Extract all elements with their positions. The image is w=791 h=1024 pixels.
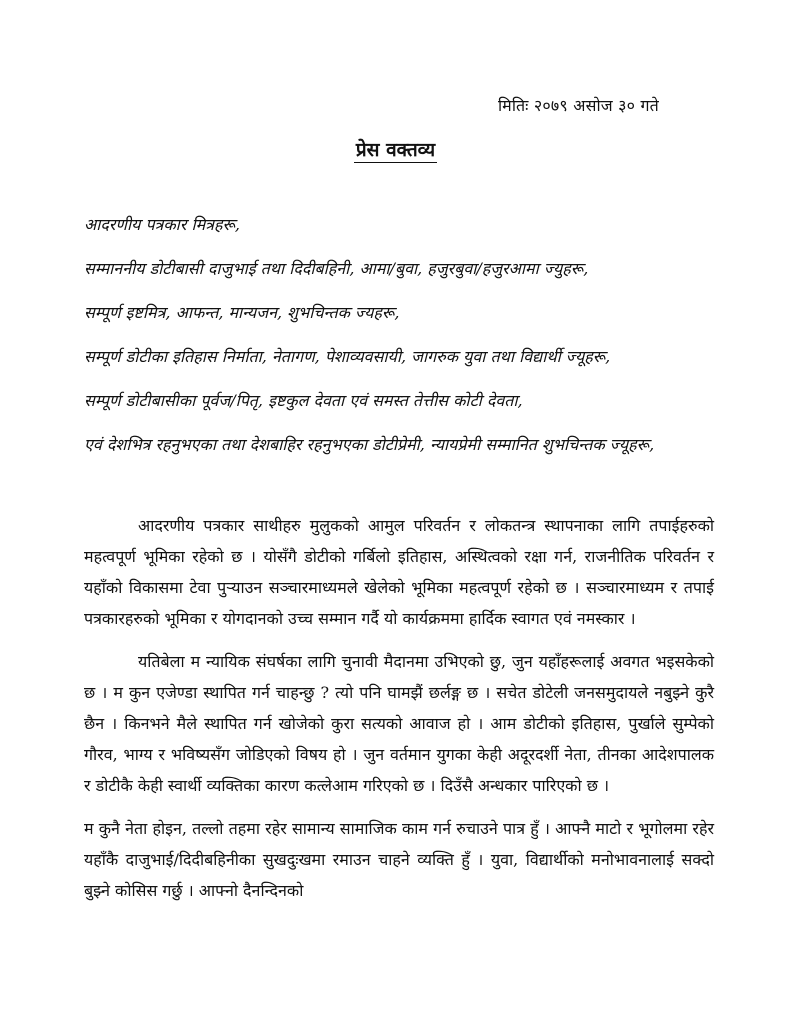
salutation-line: सम्माननीय डोटीबासी दाजुभाई तथा दिदीबहिनी, आमा/बुवा, हजुरबुवा/हजुरआमा ज्युहरू, (84, 259, 589, 278)
letter-date: मितिः २०७९ असोज ३० गते (497, 96, 659, 115)
salutation-line: सम्पूर्ण इष्टमित्र, आफन्त, मान्यजन, शुभचिन्तक ज्यहरू, (84, 303, 400, 322)
body-paragraph: आदरणीय पत्रकार साथीहरु मुलुकको आमुल परिवर्तन र लोकतन्त्र स्थापनाका लागि तपाईहरुको महत्वपूर्ण भूमिका रहेको छ । योसँगै डोटीको गर्बिलो इतिहास, अस्थित्वको रक्षा गर्न, राजनीतिक परिवर्तन र यहाँको विकासमा टेवा पुऱ्याउन सञ्चारमाध्यमले खेलेको भूमिका महत्वपूर्ण रहेको छ । सञ्चारमाध्यम र तपाई पत्रकारहरुको भूमिका र योगदानको उच्च सम्मान गर्दै यो कार्यक्रममा हार्दिक स्वागत एवं नमस्कार । (84, 516, 714, 628)
body-paragraph: म कुनै नेता होइन, तल्लो तहमा रहेर सामान्य सामाजिक काम गर्न रुचाउने पात्र हुँ । आफ्नै माटो र भूगोलमा रहेर यहाँकै दाजुभाई/दिदीबहिनीका सुखदुःखमा रमाउन चाहने व्यक्ति हुँ । युवा, विद्यार्थीको मनोभावनालाई सक्दो बुझ्ने कोसिस गर्छु । आफ्नो दैनन्दिनको (84, 819, 714, 900)
statement-body (84, 510, 714, 918)
document-title (0, 136, 791, 162)
body-paragraph: यतिबेला म न्यायिक संघर्षका लागि चुनावी मैदानमा उभिएको छु, जुन यहाँहरूलाई अवगत भइसकेको छ । म कुन एजेण्डा स्थापित गर्न चाहन्छु ? त्यो पनि घामझैं छर्लङ्ग छ । सचेत डोटेली जनसमुदायले नबुझ्ने कुरै छैन । किनभने मैले स्थापित गर्न खोजेको कुरा सत्यको आवाज हो । आम डोटीको इतिहास, पुर्खाले सुम्पेको गौरव, भाग्य र भविष्यसँग जोडिएको विषय हो । जुन वर्तमान युगका केही अदूरदर्शी नेता, तीनका आदेशपालक र डोटीकै केही स्वार्थी व्यक्तिका कारण कत्लेआम गरिएको छ । दिउँसै अन्धकार पारिएको छ । (84, 652, 714, 795)
document-title-text: प्रेस वक्तव्य (355, 139, 436, 161)
salutation-line: आदरणीय पत्रकार मित्रहरू, (84, 215, 241, 234)
salutation-block (84, 212, 714, 476)
salutation-line: सम्पूर्ण डोटीबासीका पूर्वज/पितृ, इष्टकुल देवता एवं समस्त तेत्तीस कोटी देवता, (84, 391, 523, 410)
salutation-line: सम्पूर्ण डोटीका इतिहास निर्माता, नेतागण, पेशाव्यवसायी, जागरुक युवा तथा विद्यार्थी ज्यूहरू, (84, 347, 611, 366)
salutation-line: एवं देशभित्र रहनुभएका तथा देशबाहिर रहनुभएका डोटीप्रेमी, न्यायप्रेमी सम्मानित शुभचिन्तक ज्यूहरू, (84, 435, 655, 454)
